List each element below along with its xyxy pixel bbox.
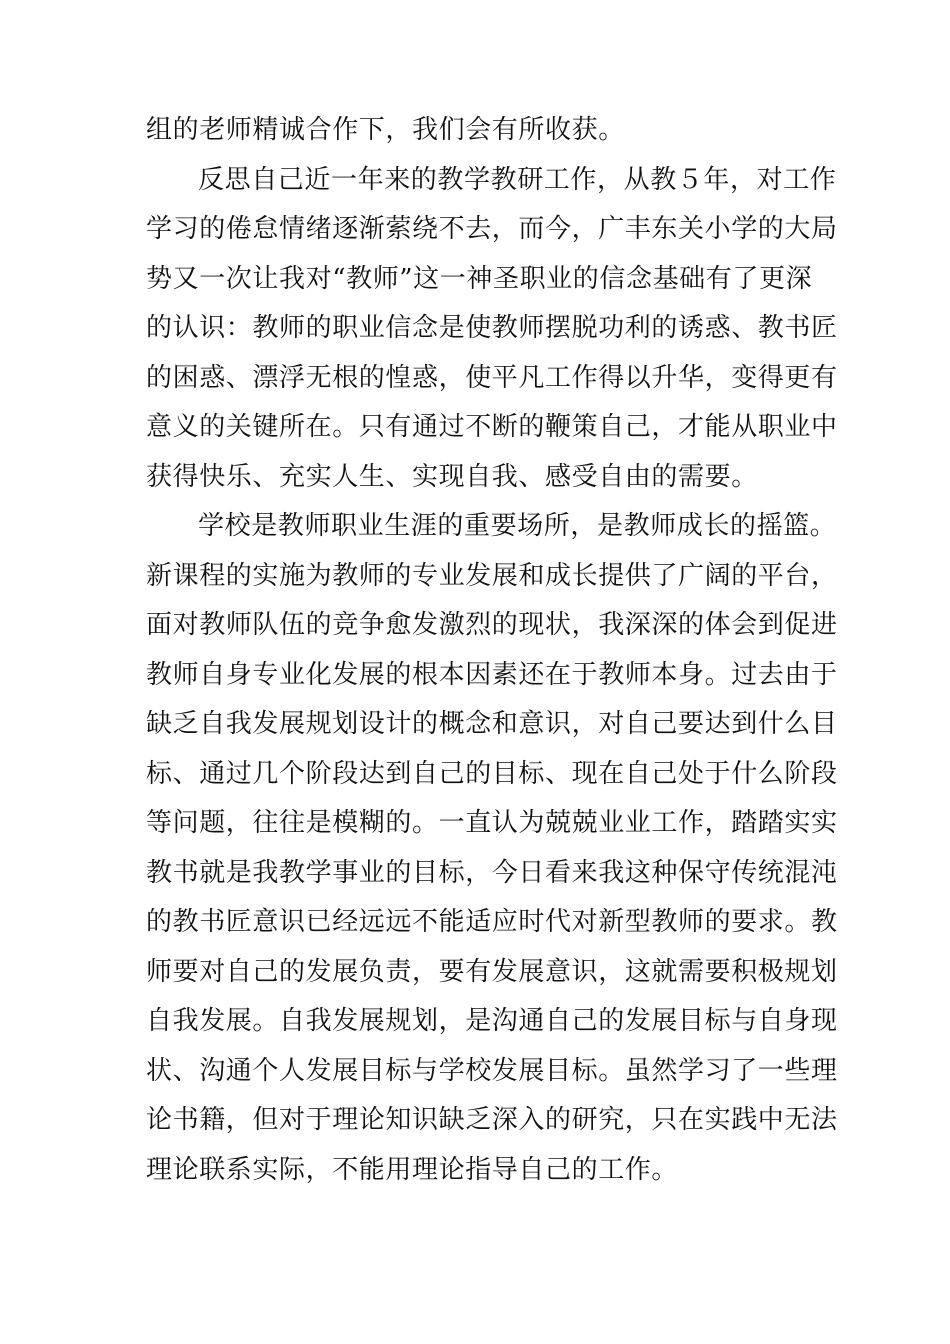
text-line: 标、通过几个阶段达到自己的目标、现在自己处于什么阶段 [146,758,838,789]
text-line: 的认识：教师的职业信念是使教师摆脱功利的诱惑、教书匠 [146,313,838,343]
text-line: 组的老师精诚合作下，我们会有所收获。 [146,115,625,145]
text-line: 缺乏自我发展规划设计的概念和意识，对自己要达到什么目 [146,709,838,739]
text-line: 意义的关键所在。只有通过不断的鞭策自己，才能从职业中 [146,412,838,442]
text-line: 学习的倦怠情绪逐渐萦绕不去，而今，广丰东关小学的大局 [146,214,838,244]
text-line: 获得快乐、充实人生、实现自我、感受自由的需要。 [146,461,758,492]
text-line: 教师自身专业化发展的根本因素还在于教师本身。过去由于 [146,659,838,690]
document-body [146,106,838,1195]
paragraph-first-line: 学校是教师职业生涯的重要场所，是教师成长的摇篮。 [198,511,837,541]
text-line: 等问题，往往是模糊的。一直认为兢兢业业工作，踏踏实实 [146,808,838,838]
text-line: 势又一次让我对“教师”这一神圣职业的信念基础有了更深 [146,263,813,294]
text-line: 自我发展。自我发展规划，是沟通自己的发展目标与自身现 [146,1006,838,1036]
text-line: 论书籍，但对于理论知识缺乏深入的研究，只在实践中无法 [146,1105,838,1135]
text-line: 教书就是我教学事业的目标，今日看来我这种保守传统混沌 [146,857,838,888]
text-line: 状、沟通个人发展目标与学校发展目标。虽然学习了一些理 [146,1055,838,1086]
text-line: 理论联系实际，不能用理论指导自己的工作。 [146,1154,679,1185]
paragraph-first-line: 反思自己近一年来的教学教研工作，从教５年，对工作 [198,164,837,195]
text-line: 新课程的实施为教师的专业发展和成长提供了广阔的平台， [146,560,838,591]
text-line: 的困惑、漂浮无根的惶惑，使平凡工作得以升华，变得更有 [146,362,838,393]
text-line: 面对教师队伍的竞争愈发激烈的现状，我深深的体会到促进 [146,610,838,640]
text-line: 师要对自己的发展负责，要有发展意识，这就需要积极规划 [146,956,838,987]
text-line: 的教书匠意识已经远远不能适应时代对新型教师的要求。教 [146,907,838,937]
